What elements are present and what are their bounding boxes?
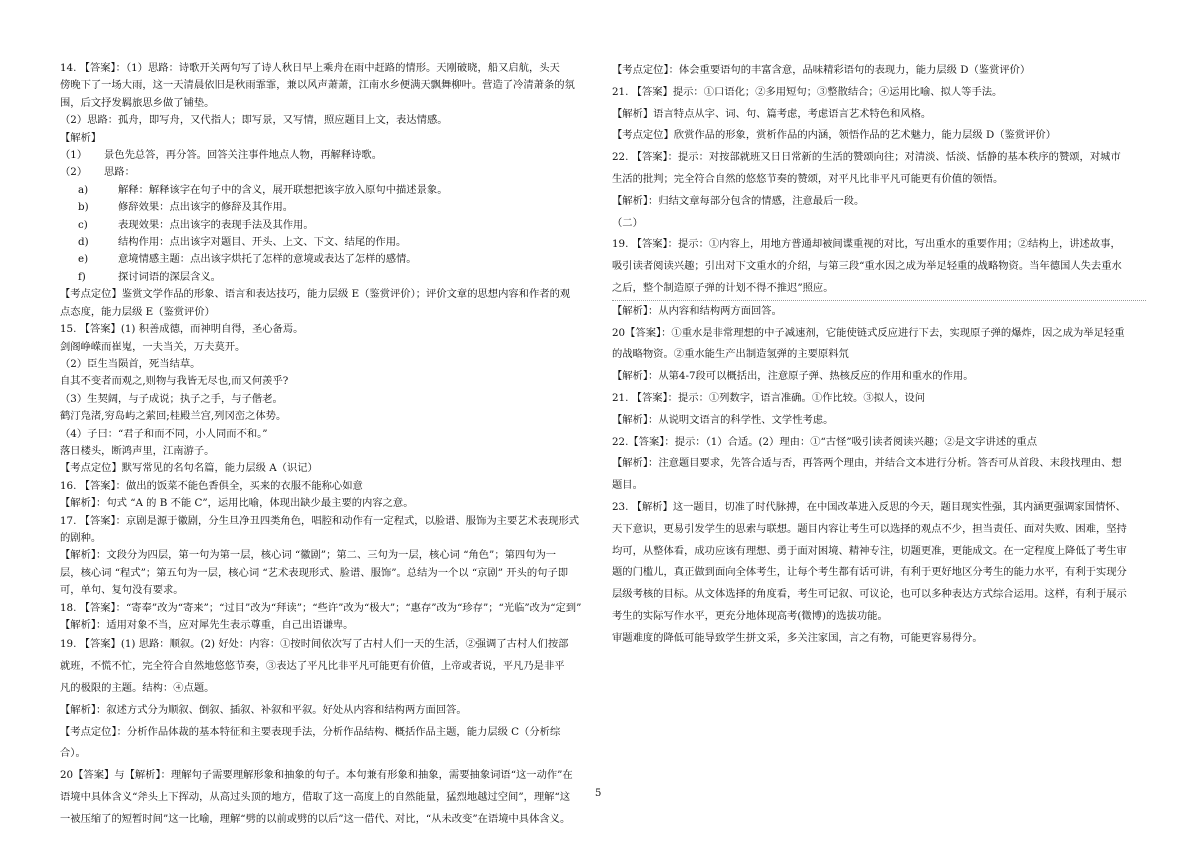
text-line: 【解析】：从说明文语言的科学性、文学性考虑。 — [612, 413, 834, 426]
text-line: 【考点定位】鉴赏文学作品的形象、语言和表达技巧，能力层级 E（鉴赏评价）；评价文章的思想内容和作者的观 — [60, 288, 571, 301]
text-line: 23. 【解析】这一题目，切准了时代脉搏，在中国改革进入反思的今天，题目现实性强，其内涵更强调家国情怀、 — [612, 500, 1126, 513]
text-line: 考生的实际写作水平，更充分地体现高考(微博)的选拔功能。 — [612, 609, 888, 622]
text-line: 20【答案】与【解析】：理解句子需要理解形象和抽象的句子。本句兼有形象和抽象，需要抽象词语“这一动作”在 — [60, 769, 573, 782]
text-line: 【解析】：叙述方式分为顺叙、倒叙、插叙、补叙和平叙。好处从内容和结构两方面回答。 — [60, 703, 467, 716]
text-line: 【解析】语言特点从字、词、句、篇考虑，考虑语言艺术特色和风格。 — [612, 107, 932, 120]
text-line: 【解析】：句式 “A 的 B 不能 C”，运用比喻，体现出缺少最主要的内容之意。 — [60, 497, 414, 510]
text-line: 语境中具体含义“斧头上下挥动，从高过头顶的地方，借取了这一高度上的自然能量，猛烈地越过空间”，理解“这 — [60, 790, 571, 803]
text-line: 18. 【答案】：“寄奉”改为“寄来”；“过目”改为“拜读”；“些许”改为“极大”；“惠存”改为“珍存”；“光临”改为“定到” — [60, 601, 582, 614]
text-line: 22.【答案】：提示：（1）合适。(2）理由：①“古怪”吸引读者阅读兴趣；②是文字讲述的重点 — [612, 435, 1038, 448]
line-text: 解释：解释该字在句子中的含义，展开联想把该字放入原句中描述景象。 — [118, 183, 448, 196]
text-line — [60, 251, 594, 268]
line-number-label: a) — [78, 183, 89, 196]
text-line: 审题难度的降低可能导致学生拼文采，多关注家国，言之有物，可能更容易得分。 — [612, 631, 983, 644]
text-line: 19. 【答案】(1) 思路：顺叙。(2) 好处：内容：①按时间依次写了古村人们一天的生活，②强调了古村人们按部 — [60, 638, 569, 651]
text-line: 【考点定位】：分析作品体裁的基本特征和主要表现手法，分析作品结构、概括作品主题，能力层级 C（分析综 — [60, 725, 561, 738]
text-line: （4）子曰：“君子和而不同，小人同而不和。” — [60, 427, 268, 440]
line-text: 景色先总答，再分答。回答关注事件地点人物，再解释诗歌。 — [104, 149, 383, 162]
line-number-label: c) — [78, 218, 88, 231]
text-line: 合）。 — [60, 747, 86, 760]
line-text: 修辞效果：点出该字的修辞及其作用。 — [118, 201, 294, 214]
text-line: 吸引读者阅读兴趣；引出对下文重水的介绍，与第三段“重水因之成为举足轻重的战略物资。当年德国人失去重水 — [612, 260, 1122, 273]
text-line: 题的门槛儿，真正做到面向全体考生，让每个考生都有话可讲，有利于更好地区分考生的能力水平，有利于实现分 — [612, 566, 1127, 579]
left-column — [60, 60, 594, 831]
text-line: 14. 【答案】：（1）思路：诗歌开关两句写了诗人秋日早上乘舟在雨中赶路的情形。天刚破晓，船又启航，头天 — [60, 62, 560, 74]
text-line: 【考点定位】默写常见的名句名篇，能力层级 A（识记） — [60, 462, 318, 475]
text-line: 自其不变者而观之,则物与我皆无尽也,而又何羡乎? — [60, 375, 289, 388]
text-line: 一被压缩了的短暂时间”这一比喻，理解“劈的以前或劈的以后”这一借代、对比，“从未改变”在语境中具体含义。 — [60, 812, 571, 825]
text-line: 【解析】 — [60, 131, 102, 144]
text-line: 凡的极限的主题。结构：④点题。 — [60, 682, 215, 694]
text-line: 21. 【答案】提示：①口语化；②多用短句；③整散结合；④运用比喻、拟人等手法。 — [612, 85, 1003, 98]
text-line: 【解析】：注意题目要求，先答合适与否，再答两个理由，并结合文本进行分析。答否可从首段、末段找理由、想 — [612, 457, 1122, 470]
text-line — [60, 199, 594, 216]
page-number: 5 — [595, 788, 602, 799]
text-line: 22. 【答案】：提示：对按部就班又日日常新的生活的赞颂向往；对清淡、恬淡、恬静的基本秩序的赞颂，对城市 — [612, 151, 1121, 164]
text-line: 15. 【答案】(1) 积善成德，而神明自得，圣心备焉。 — [60, 323, 304, 336]
line-text: 结构作用：点出该字对题目、开头、上文、下文、结尾的作用。 — [118, 236, 407, 249]
text-line — [60, 234, 594, 251]
text-line: 【解析】：适用对象不当，应对犀先生表示尊重，自己出语谦卑。 — [60, 619, 354, 631]
text-line: （二） — [612, 216, 643, 229]
line-text: 思路： — [104, 166, 135, 179]
line-number-label: f) — [78, 270, 86, 283]
line-text: 表现效果：点出该字的表现手法及其作用。 — [118, 218, 314, 231]
text-line: 鹤汀凫渚,穷岛屿之萦回;桂殿兰宫,列冈峦之体势。 — [60, 410, 287, 423]
text-line: 层级考核的目标。从文体选择的角度看，考生可记叙、可议论，也可以多种表达方式综合运用。这样，有利于展示 — [612, 588, 1127, 601]
line-text: 意境情感主题：点出该字烘托了怎样的意境或表达了怎样的感情。 — [118, 253, 417, 266]
text-line — [60, 164, 594, 181]
text-line: 均可，从整体看，成功应该有理想、勇于面对困境、精神专注，切题更准，更能成文。在一定程度上降低了考生审 — [612, 544, 1127, 557]
line-number-label: （2） — [60, 166, 88, 179]
text-line: 可，单句、复句没有要求。 — [60, 584, 184, 597]
line-text: 探讨词语的深层含义。 — [118, 270, 221, 283]
line-number-label: e) — [78, 253, 89, 266]
text-line: 【考点定位】：体会重要语句的丰富含意，品味精彩语句的表现力，能力层级 D（鉴赏评价） — [612, 64, 1031, 76]
text-line: 20【答案】：①重水是非常理想的中子减速剂，它能使链式反应进行下去，实现原子弹的爆炸，因之成为举足轻重 — [612, 326, 1125, 339]
text-line: 落日楼头，断鸿声里，江南游子。 — [60, 444, 215, 457]
text-line: 17. 【答案】：京剧是源于徽剧，分生旦净丑四类角色，唱腔和动作有一定程式，以脸谱、服饰为主要艺术表现形式 — [60, 514, 580, 527]
text-line: 天下意识，更易引发学生的思索与联想。题目内容让考生可以选择的观点不少，担当责任、面对失败、困难，坚持 — [612, 522, 1127, 535]
text-line: 点态度，能力层级 E（鉴赏评价） — [60, 305, 215, 318]
text-line: 题目。 — [612, 479, 643, 492]
text-line: 【解析】：从第4-7段可以概括出，注意原子弹、热核反应的作用和重水的作用。 — [612, 370, 974, 383]
text-line: 的剧种。 — [60, 531, 102, 544]
text-line: （2）思路：孤舟，即写舟，又代指人；即写景，又写情，照应题目上文，表达情感。 — [60, 114, 448, 127]
text-line: 的战略物资。②重水能生产出制造氢弹的主要原料氘 — [612, 348, 849, 361]
right-column — [612, 60, 1146, 650]
text-line: 19. 【答案】：提示：①内容上，用地方普通却被间谍重视的对比，写出重水的重要作用；②结构上，讲述故事， — [612, 238, 1121, 251]
text-line — [60, 147, 594, 164]
text-line: （3）生契阔，与子成说；执子之手，与子偕老。 — [60, 392, 283, 405]
text-line: 傍晚下了一场大雨，这一天清晨依旧是秋雨霏霏，兼以风声萧萧，江南水乡便满天飘舞柳叶。营造了冷清萧条的氛 — [60, 79, 575, 92]
text-line — [60, 217, 594, 234]
text-line: 生活的批判；完全符合自然的悠悠节奏的赞颂，对平凡比非平凡可能更有价值的领悟。 — [612, 172, 1004, 185]
text-line — [60, 269, 594, 286]
text-line: 层，核心词 “程式”；第五句为一层，核心词 “艺术表现形式、脸谱、服饰”。总结为一个以 “京剧” 开头的句子即 — [60, 566, 569, 579]
text-line: 之后，整个制造原子弹的计划不得不推迟”照应。 — [612, 278, 1146, 301]
text-line: 21. 【答案】：提示：①列数字，语言准确。①作比较。③拟人，设问 — [612, 391, 926, 404]
text-line: 【解析】：文段分为四层，第一句为第一层，核心词 “徽剧”；第二、三句为一层，核心词 “角色”；第四句为一 — [60, 549, 557, 562]
text-line: （2）臣生当陨首，死当结草。 — [60, 357, 201, 370]
line-number-label: d) — [78, 236, 89, 249]
line-number-label: （1） — [60, 149, 88, 162]
text-line: 剑阁峥嵘而崔嵬，一夫当关，万夫莫开。 — [60, 340, 246, 353]
text-line: 【考点定位】欣赏作品的形象，赏析作品的内涵，领悟作品的艺术魅力，能力层级 D（鉴赏评价） — [612, 129, 1056, 142]
line-number-label: b) — [78, 201, 89, 214]
text-line: 16. 【答案】：做出的饭菜不能色香俱全，买来的衣服不能称心如意 — [60, 479, 363, 492]
text-line: 【解析】：归结文章每部分包含的情感，注意最后一段。 — [612, 194, 865, 207]
text-line: 围，后文抒发羁旅思乡做了铺垫。 — [60, 96, 215, 109]
text-line: 就班，不慌不忙，完全符合自然地悠悠节奏，③表达了平凡比非平凡可能更有价值，上帝或者说，平凡乃是非平 — [60, 660, 565, 673]
text-line — [60, 182, 594, 199]
text-line: 【解析】：从内容和结构两方面回答。 — [612, 304, 782, 317]
